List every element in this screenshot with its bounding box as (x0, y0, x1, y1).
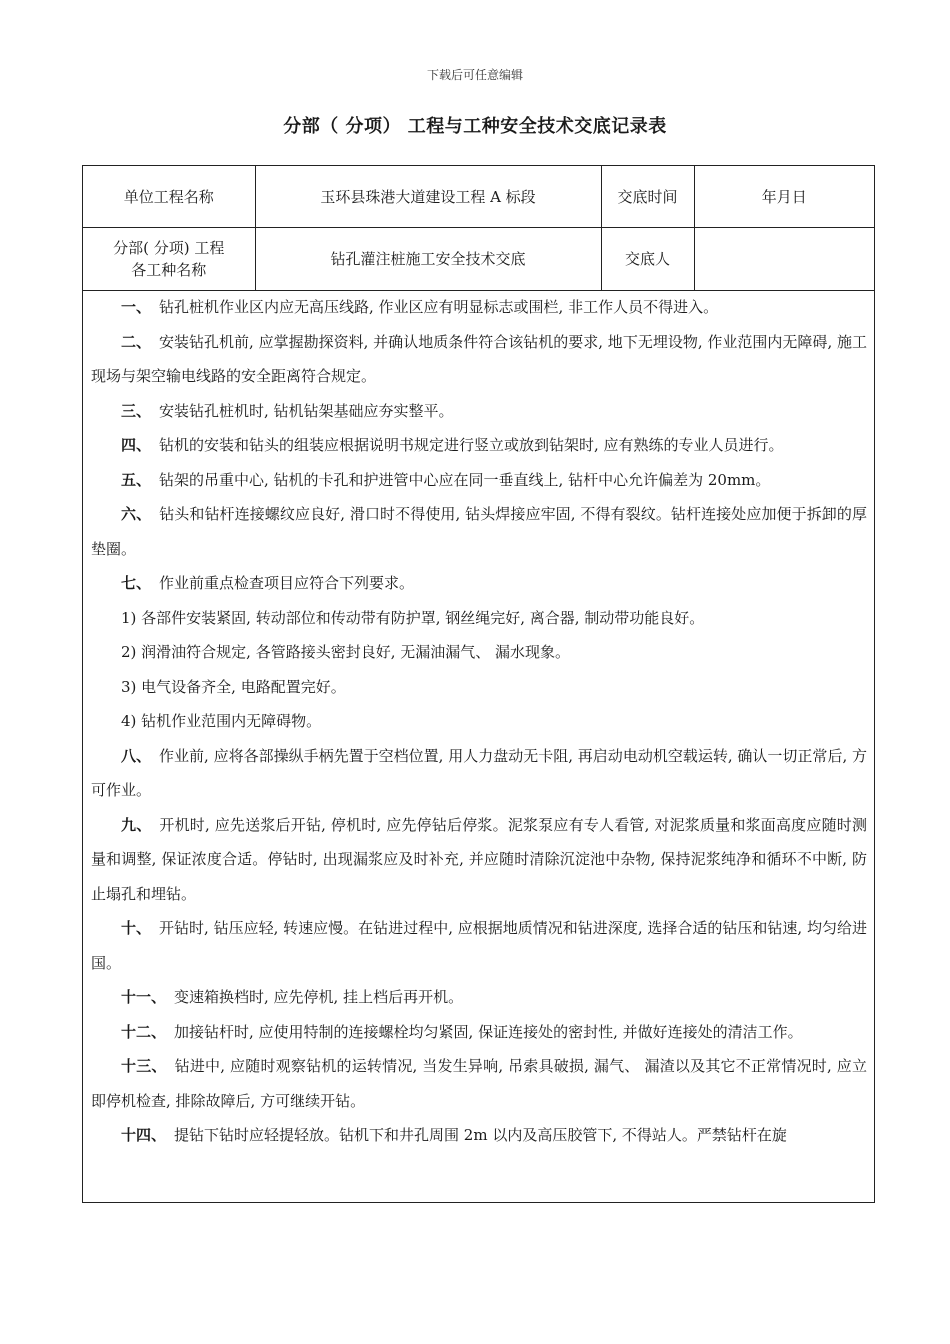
section-label (83, 228, 255, 291)
paragraph-4: 四、 钻机的安装和钻头的组装应根据说明书规定进行竖立或放到钻架时, 应有熟练的专业人员进行。 (121, 436, 784, 454)
paragraph-7: 七、 作业前重点检查项目应符合下列要求。 (121, 574, 415, 592)
section-value: 钻孔灌注桩施工安全技术交底 (255, 228, 601, 291)
sub-item-2: 2) 润滑油符合规定, 各管路接头密封良好, 无漏油漏气、 漏水现象。 (121, 643, 571, 661)
disclosure-content (91, 290, 867, 1153)
sub-item-4: 4) 钻机作业范围内无障碍物。 (121, 712, 322, 730)
record-form (82, 165, 875, 1203)
header-note: 下载后可任意编辑 (426, 68, 523, 82)
paragraph-14: 十四、 提钻下钻时应轻提轻放。钻机下和井孔周围 2m 以内及高压胶管下, 不得站人。严禁钻杆在旋 (121, 1126, 787, 1144)
info-row-section (83, 228, 874, 291)
paragraph-11: 十一、 变速箱换档时, 应先停机, 挂上档后再开机。 (121, 988, 464, 1006)
paragraph-13: 十三、 钻进中, 应随时观察钻机的运转情况, 当发生异响, 吊索具破损, 漏气、 漏渣以及其它不正常情况时, 应立即停机检查, 排除故障后, 方可继续开钻。 (91, 1057, 867, 1110)
paragraph-8: 八、 作业前, 应将各部操纵手柄先置于空档位置, 用人力盘动无卡阻, 再启动电动机空载运转, 确认一切正常后, 方可作业。 (91, 746, 867, 799)
info-table (83, 166, 874, 291)
paragraph-1: 一、 钻孔桩机作业区内应无高压线路, 作业区应有明显标志或围栏, 非工作人员不得进入。 (121, 298, 719, 316)
time-label: 交底时间 (601, 166, 694, 228)
paragraph-6: 六、 钻头和钻杆连接螺纹应良好, 滑口时不得使用, 钻头焊接应牢固, 不得有裂纹。钻杆连接处应加便于拆卸的厚垫圈。 (91, 505, 867, 558)
paragraph-5: 五、 钻架的吊重中心, 钻机的卡孔和护进管中心应在同一垂直线上, 钻杆中心允许偏差为 20mm。 (121, 470, 771, 489)
paragraph-9: 九、 开机时, 应先送浆后开钻, 停机时, 应先停钻后停浆。泥浆泵应有专人看管, 对泥浆质量和浆面高度应随时测量和调整, 保证浓度合适。停钻时, 出现漏浆应及时补充, 并应随时清除沉淀池中杂物, 保持泥浆纯净和循环不中断, 防止塌孔和埋钻。 (91, 815, 867, 903)
person-label: 交底人 (601, 228, 694, 291)
paragraph-3: 三、 安装钻孔桩机时, 钻机钻架基础应夯实整平。 (121, 401, 454, 420)
paragraph-12: 十二、 加接钻杆时, 应使用特制的连接螺栓均匀紧固, 保证连接处的密封性, 并做好连接处的清洁工作。 (121, 1022, 803, 1041)
unit-label: 单位工程名称 (83, 166, 255, 228)
sub-item-1: 1) 各部件安装紧固, 转动部位和传动带有防护罩, 钢丝绳完好, 离合器, 制动带功能良好。 (121, 608, 705, 627)
section-label-line2: 各工种名称 (131, 261, 207, 279)
paragraph-10: 十、 开钻时, 钻压应轻, 转速应慢。在钻进过程中, 应根据地质情况和钻进深度, 选择合适的钻压和钻速, 均匀给进国。 (91, 919, 867, 972)
person-value (694, 228, 874, 291)
document-title: 分部（ 分项） 工程与工种安全技术交底记录表 (283, 116, 667, 137)
unit-value: 玉环县珠港大道建设工程 A 标段 (255, 166, 601, 228)
info-row-unit (83, 166, 874, 228)
section-label-line1: 分部( 分项) 工程 (113, 239, 225, 257)
sub-item-3: 3) 电气设备齐全, 电路配置完好。 (121, 677, 346, 696)
paragraph-2: 二、 安装钻孔机前, 应掌握勘探资料, 并确认地质条件符合该钻机的要求, 地下无埋设物, 作业范围内无障碍, 施工现场与架空输电线路的安全距离符合规定。 (91, 332, 867, 385)
time-value: 年月日 (694, 166, 874, 228)
